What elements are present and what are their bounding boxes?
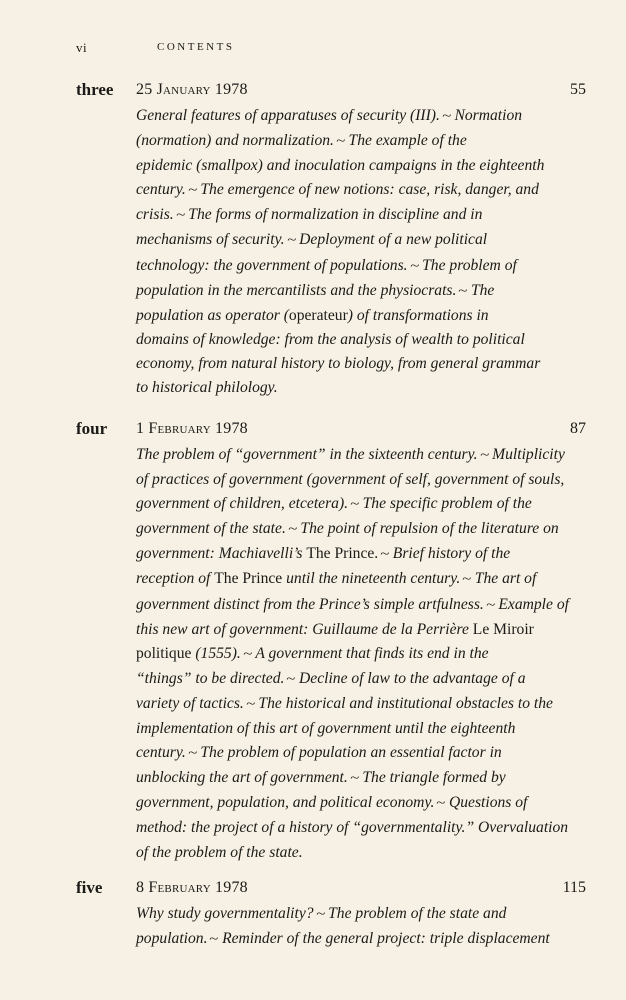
tilde-separator-icon: ~ bbox=[350, 771, 360, 787]
summary-text: crisis. bbox=[136, 206, 174, 224]
summary-line bbox=[136, 443, 576, 468]
summary-text: Example of bbox=[498, 595, 569, 613]
summary-text: The specific problem of the bbox=[362, 495, 532, 513]
lecture-page-number: 115 bbox=[562, 879, 586, 896]
summary-text: Decline of law to the advantage of a bbox=[299, 669, 526, 687]
summary-text: government, population, and political economy. bbox=[136, 794, 435, 812]
summary-line bbox=[136, 104, 576, 129]
summary-line bbox=[136, 492, 576, 517]
summary-text: (1555). bbox=[191, 644, 241, 662]
summary-text: government of the state. bbox=[136, 520, 286, 538]
tilde-separator-icon: ~ bbox=[462, 572, 472, 588]
tilde-separator-icon: ~ bbox=[246, 696, 256, 712]
summary-line bbox=[136, 468, 576, 492]
summary-text: population. bbox=[136, 930, 208, 948]
summary-text: (normation) and normalization. bbox=[136, 132, 334, 150]
summary-text: mechanisms of security. bbox=[136, 231, 285, 249]
summary-line bbox=[136, 154, 576, 178]
lecture-page-number: 87 bbox=[570, 420, 586, 437]
summary-text: The forms of normalization in discipline and in bbox=[188, 206, 483, 224]
tilde-separator-icon: ~ bbox=[188, 746, 198, 762]
summary-text: economy, from natural history to biology, from general grammar bbox=[136, 354, 541, 372]
summary-text: variety of tactics. bbox=[136, 694, 244, 712]
tilde-separator-icon: ~ bbox=[442, 109, 452, 124]
summary-line bbox=[136, 279, 576, 304]
summary-text: century. bbox=[136, 744, 186, 762]
tilde-separator-icon: ~ bbox=[315, 907, 325, 922]
summary-text: of practices of government (government of self, government of souls, bbox=[136, 471, 565, 489]
summary-text: The point of repulsion of the literature on bbox=[300, 520, 559, 538]
summary-text: The problem of the state and bbox=[328, 905, 507, 922]
summary-line bbox=[136, 567, 576, 592]
tilde-separator-icon: ~ bbox=[436, 796, 446, 812]
summary-line bbox=[136, 791, 576, 816]
summary-text: ) of transformations in bbox=[347, 306, 489, 324]
lecture-date: 8 February 1978 bbox=[136, 879, 248, 896]
summary-text: The example of the bbox=[348, 132, 467, 150]
summary-text: General features of apparatuses of security (III). bbox=[136, 107, 440, 124]
summary-line bbox=[136, 178, 576, 203]
summary-text: The emergence of new notions: case, risk, danger, and bbox=[200, 181, 539, 199]
summary-text: method: the project of a history of “governmentality.” Overvaluation bbox=[136, 819, 569, 837]
title-text: The Prince bbox=[214, 570, 283, 588]
tilde-separator-icon: ~ bbox=[486, 597, 496, 613]
summary-text: population as operator ( bbox=[136, 306, 289, 324]
summary-line bbox=[136, 692, 576, 717]
lecture-summary bbox=[136, 104, 576, 400]
lecture-summary bbox=[136, 902, 576, 952]
tilde-separator-icon: ~ bbox=[350, 497, 360, 513]
lecture-number: three bbox=[76, 80, 114, 99]
summary-text: reception of bbox=[136, 570, 215, 588]
title-text: politique bbox=[136, 644, 192, 662]
tilde-separator-icon: ~ bbox=[188, 183, 198, 199]
summary-line bbox=[136, 129, 576, 154]
tilde-separator-icon: ~ bbox=[380, 547, 390, 563]
summary-text: Normation bbox=[454, 107, 523, 124]
lecture-entry-three bbox=[76, 80, 586, 400]
summary-text: until the nineteenth century. bbox=[282, 570, 461, 588]
tilde-separator-icon: ~ bbox=[209, 932, 219, 948]
lecture-page-number: 55 bbox=[570, 81, 586, 98]
summary-text: Reminder of the general project: triple displacement bbox=[222, 930, 550, 948]
summary-line bbox=[136, 841, 576, 865]
summary-line bbox=[136, 618, 576, 642]
tilde-separator-icon: ~ bbox=[286, 233, 296, 249]
running-head: CONTENTS bbox=[157, 41, 235, 53]
summary-text: unblocking the art of government. bbox=[136, 769, 348, 787]
summary-text: government: Machiavelli’s bbox=[136, 545, 307, 563]
summary-line bbox=[136, 352, 576, 376]
summary-line bbox=[136, 254, 576, 279]
summary-text: The problem of “government” in the sixteenth century. bbox=[136, 446, 478, 463]
summary-text: Questions of bbox=[448, 794, 528, 812]
tilde-separator-icon: ~ bbox=[409, 258, 419, 274]
summary-text: epidemic (smallpox) and inoculation campaigns in the eighteenth bbox=[136, 157, 545, 175]
summary-text: Why study governmentality? bbox=[136, 905, 314, 922]
summary-line bbox=[136, 741, 576, 766]
summary-line bbox=[136, 304, 576, 328]
lecture-entry-four bbox=[76, 419, 586, 859]
tilde-separator-icon: ~ bbox=[458, 283, 468, 299]
summary-line bbox=[136, 593, 576, 618]
title-text: The Prince. bbox=[306, 545, 379, 563]
tilde-separator-icon: ~ bbox=[175, 208, 186, 224]
summary-text: The art of bbox=[474, 570, 537, 588]
summary-line bbox=[136, 203, 576, 228]
summary-line bbox=[136, 228, 576, 253]
page-number: vi bbox=[76, 40, 88, 55]
summary-text: to historical philology. bbox=[136, 379, 278, 397]
summary-text: century. bbox=[136, 181, 186, 199]
summary-line bbox=[136, 642, 576, 667]
summary-line bbox=[136, 927, 576, 952]
lecture-number: four bbox=[76, 419, 108, 438]
summary-line bbox=[136, 376, 576, 400]
summary-text: The problem of bbox=[422, 256, 517, 274]
summary-text: of the problem of the state. bbox=[136, 843, 303, 861]
summary-text: Multiplicity bbox=[492, 446, 565, 463]
summary-text: Deployment of a new political bbox=[299, 231, 488, 249]
summary-line bbox=[136, 902, 576, 927]
lecture-date: 25 January 1978 bbox=[136, 81, 248, 98]
summary-text: population in the mercantilists and the physiocrats. bbox=[136, 281, 457, 299]
summary-line bbox=[136, 542, 576, 567]
summary-line bbox=[136, 667, 576, 692]
lecture-date: 1 February 1978 bbox=[136, 420, 248, 437]
tilde-separator-icon: ~ bbox=[286, 671, 296, 687]
lecture-number: five bbox=[76, 878, 103, 897]
tilde-separator-icon: ~ bbox=[479, 448, 489, 463]
summary-text: A government that finds its end in the bbox=[255, 644, 489, 662]
title-text: Le Miroir bbox=[472, 620, 534, 638]
summary-text: The historical and institutional obstacles to the bbox=[258, 694, 553, 712]
summary-line bbox=[136, 328, 576, 352]
lecture-summary bbox=[136, 443, 576, 865]
summary-text: The triangle formed by bbox=[362, 769, 506, 787]
summary-text: government of children, etcetera). bbox=[136, 495, 349, 513]
summary-line bbox=[136, 517, 576, 542]
summary-line bbox=[136, 717, 576, 741]
summary-text: this new art of government: Guillaume de la Perrière bbox=[136, 620, 473, 638]
summary-text: domains of knowledge: from the analysis of wealth to political bbox=[136, 330, 525, 348]
summary-line bbox=[136, 816, 576, 840]
tilde-separator-icon: ~ bbox=[336, 134, 346, 150]
tilde-separator-icon: ~ bbox=[288, 522, 298, 538]
page-header bbox=[76, 40, 596, 60]
summary-text: The bbox=[470, 281, 495, 299]
summary-text: “things” to be directed. bbox=[136, 669, 285, 687]
summary-text: technology: the government of populations. bbox=[136, 256, 408, 274]
summary-text: implementation of this art of government until the eighteenth bbox=[136, 720, 516, 738]
summary-text: government distinct from the Prince’s simple artfulness. bbox=[136, 595, 484, 613]
tilde-separator-icon: ~ bbox=[243, 646, 253, 662]
summary-line bbox=[136, 766, 576, 791]
lecture-entry-five bbox=[76, 878, 586, 958]
title-text: operateur bbox=[288, 306, 348, 324]
summary-text: Brief history of the bbox=[392, 545, 511, 563]
summary-text: The problem of population an essential factor in bbox=[200, 744, 502, 762]
